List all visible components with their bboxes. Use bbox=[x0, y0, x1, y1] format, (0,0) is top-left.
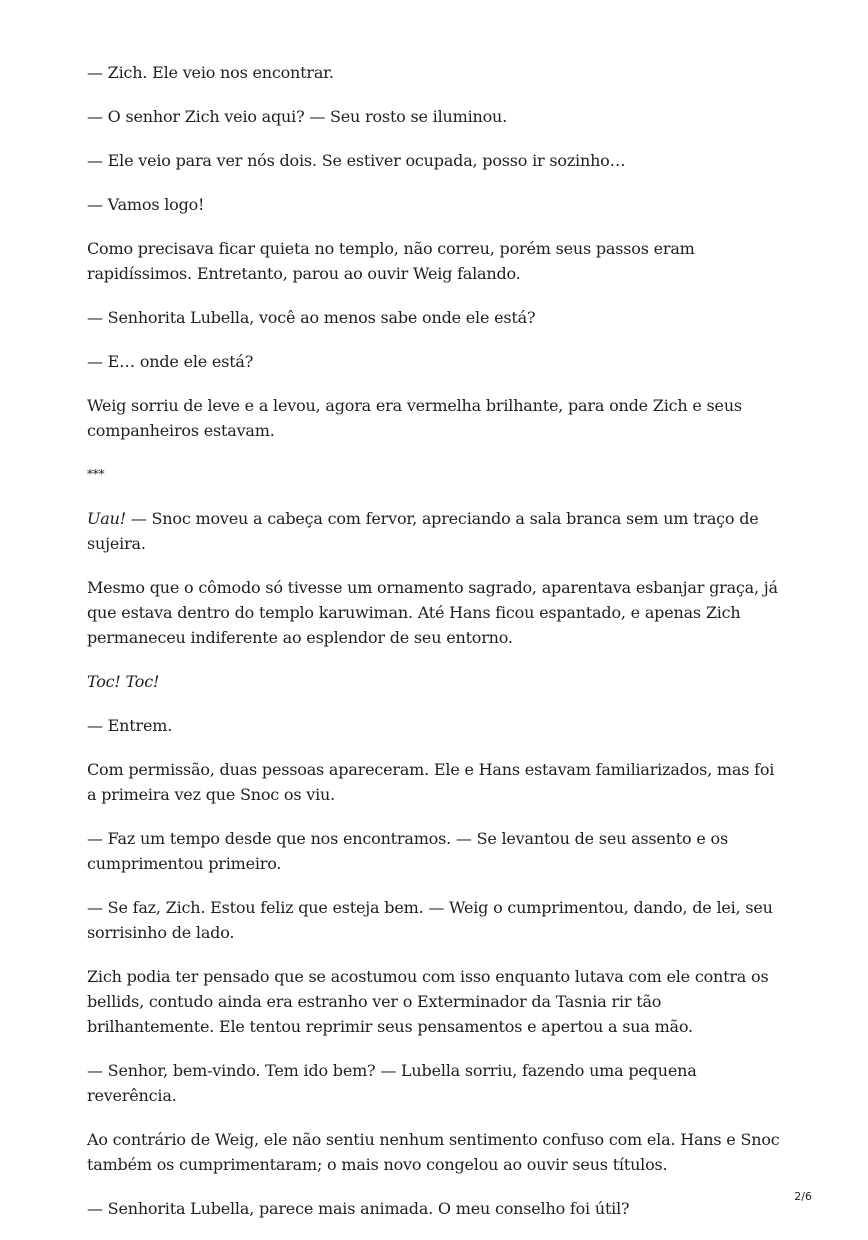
document-body bbox=[87, 60, 787, 1240]
paragraph: — Faz um tempo desde que nos encontramos. — Se levantou de seu assento e os cumprimentou primeiro. bbox=[87, 829, 728, 873]
paragraph bbox=[87, 506, 787, 556]
paragraph: — Entrem. bbox=[87, 716, 173, 735]
paragraph: — Senhorita Lubella, você ao menos sabe onde ele está? bbox=[87, 308, 536, 327]
paragraph: Ao contrário de Weig, ele não sentiu nenhum sentimento confuso com ela. Hans e Snoc também os cumprimentaram; o mais novo congelou ao ouvir seus títulos. bbox=[87, 1130, 780, 1174]
paragraph: — Vamos logo! bbox=[87, 195, 205, 214]
paragraph: — Ele veio para ver nós dois. Se estiver ocupada, posso ir sozinho… bbox=[87, 151, 626, 170]
paragraph: — Se faz, Zich. Estou feliz que esteja bem. — Weig o cumprimentou, dando, de lei, seu sorrisinho de lado. bbox=[87, 898, 773, 942]
paragraph: — O senhor Zich veio aqui? — Seu rosto se iluminou. bbox=[87, 107, 508, 126]
paragraph: — Zich. Ele veio nos encontrar. bbox=[87, 63, 334, 82]
paragraph: — Senhor, bem-vindo. Tem ido bem? — Lubella sorriu, fazendo uma pequena reverência. bbox=[87, 1061, 697, 1105]
paragraph-text: — Snoc moveu a cabeça com fervor, apreciando a sala branca sem um traço de sujeira. bbox=[87, 509, 759, 553]
paragraph: Weig sorriu de leve e a levou, agora era vermelha brilhante, para onde Zich e seus companheiros estavam. bbox=[87, 396, 742, 440]
page-number: 2/6 bbox=[794, 1190, 812, 1203]
italic-exclamation: Uau! bbox=[87, 509, 126, 528]
paragraph: Com permissão, duas pessoas apareceram. Ele e Hans estavam familiarizados, mas foi a primeira vez que Snoc os viu. bbox=[87, 760, 775, 804]
paragraph: Mesmo que o cômodo só tivesse um ornamento sagrado, aparentava esbanjar graça, já que estava dentro do templo karuwiman. Até Hans ficou espantado, e apenas Zich permaneceu indiferente ao esplendor de seu entorno. bbox=[87, 578, 778, 647]
scene-separator: *** bbox=[87, 467, 105, 481]
paragraph: — Senhorita Lubella, parece mais animada. O meu conselho foi útil? bbox=[87, 1199, 630, 1218]
paragraph: Como precisava ficar quieta no templo, não correu, porém seus passos eram rapidíssimos. Entretanto, parou ao ouvir Weig falando. bbox=[87, 239, 695, 283]
paragraph: Zich podia ter pensado que se acostumou com isso enquanto lutava com ele contra os bellids, contudo ainda era estranho ver o Exterminador da Tasnia rir tão brilhantemente. Ele tentou reprimir seus pensamentos e apertou a sua mão. bbox=[87, 967, 769, 1036]
sound-effect: Toc! Toc! bbox=[87, 672, 160, 691]
paragraph: — E… onde ele está? bbox=[87, 352, 254, 371]
